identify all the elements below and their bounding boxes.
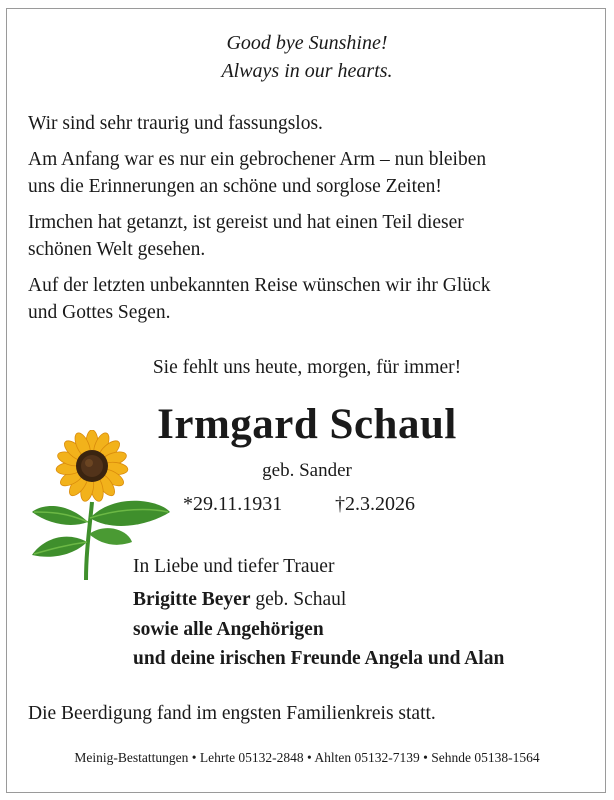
- text-line-7: und Gottes Segen.: [28, 302, 171, 323]
- text-line-4: Irmchen hat getanzt, ist gereist und hat einen Teil dieser: [28, 212, 464, 233]
- mourner-primary: [133, 586, 346, 614]
- mourner-maiden-name: geb. Schaul: [250, 589, 347, 610]
- funeral-note: Die Beerdigung fand im engsten Familienkreis statt.: [28, 703, 436, 724]
- text-line-3: uns die Erinnerungen an schöne und sorglose Zeiten!: [28, 176, 442, 197]
- birth-date-value: 29.11.1931: [193, 493, 283, 515]
- funeral-home-footer: Meinig-Bestattungen • Lehrte 05132-2848 • Ahlten 05132-7139 • Sehnde 05138-1564: [74, 750, 540, 765]
- mourner-name: Brigitte Beyer: [133, 589, 251, 610]
- text-line-5: schönen Welt gesehen.: [28, 239, 206, 260]
- motto-line-2: Always in our hearts.: [221, 60, 393, 82]
- deceased-name: Irmgard Schaul: [157, 401, 457, 448]
- mourners-friends: und deine irischen Freunde Angela und Alan: [133, 648, 505, 669]
- death-date: [335, 493, 415, 516]
- mourners-relatives: sowie alle Angehörigen: [133, 619, 324, 640]
- maiden-name: geb. Sander: [262, 460, 352, 481]
- birth-date: [183, 493, 282, 516]
- closing-line: Sie fehlt uns heute, morgen, für immer!: [152, 357, 462, 378]
- mourners-intro: In Liebe und tiefer Trauer: [133, 556, 335, 577]
- death-symbol: †: [335, 493, 345, 515]
- motto-line-1: Good bye Sunshine!: [226, 32, 388, 54]
- birth-symbol: *: [183, 493, 193, 515]
- text-line-2: Am Anfang war es nur ein gebrochener Arm – nun bleiben: [28, 149, 487, 170]
- text-line-1: Wir sind sehr traurig und fassungslos.: [28, 113, 323, 134]
- death-date-value: 2.3.2026: [345, 493, 415, 515]
- text-line-6: Auf der letzten unbekannten Reise wünschen wir ihr Glück: [28, 275, 491, 296]
